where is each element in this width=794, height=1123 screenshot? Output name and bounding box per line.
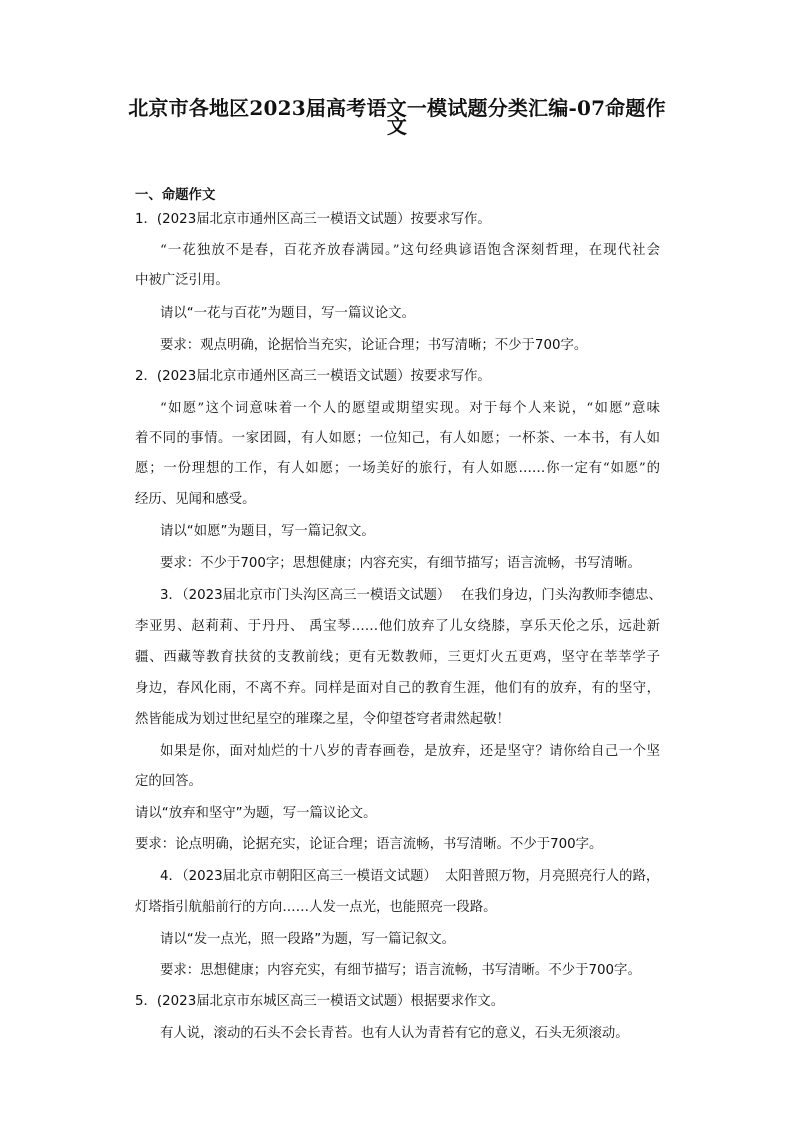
question-4-material-line-2: 灯塔指引航船前行的方向……人发一点光，也能照亮一段路。 — [135, 900, 497, 915]
question-5-source: 5．(2023届北京市东城区高三一模语文试题）根据要求作文。 — [135, 994, 505, 1009]
question-3-requirement: 要求：论点明确，论据充实，论证合理；语言流畅，书写清晰。不少于700字。 — [135, 837, 603, 852]
question-4-source: 4．（2023届北京市朝阳区高三一模语文试题） — [160, 869, 437, 884]
question-1-material-line-2: 中被广泛引用。 — [135, 273, 229, 288]
question-2-material-line-4: 经历、见闻和感受。 — [135, 492, 256, 507]
question-2-material-line-3: 愿；一份理想的工作，有人如愿；一场美好的旅行，有人如愿……你一定有“如愿”的 — [135, 461, 660, 476]
question-3-material-line-4: 身边，春风化雨，不离不弃。同样是面对自己的教育生涯，他们有的放弃，有的坚守， — [135, 681, 660, 696]
question-3-material-line-1: 在我们身边，门头沟教师李德忠、 — [461, 588, 662, 603]
question-2-material-line-1: “如愿”这个词意味着一个人的愿望或期望实现。对于每个人来说，“如愿”意味 — [160, 401, 660, 416]
question-2-source: 2．(2023届北京市通州区高三一模语文试题）按要求写作。 — [135, 369, 491, 384]
question-1-requirement: 要求：观点明确，论据恰当充实，论证合理；书写清晰；不少于700字。 — [160, 338, 588, 353]
question-3-source: 3．（2023届北京市门头沟区高三一模语文试题） — [160, 588, 451, 603]
question-2-material-line-2: 着不同的事情。一家团圆，有人如愿；一位知己，有人如愿；一杯茶、一本书，有人如 — [135, 431, 660, 446]
question-3-material-line-2: 李亚男、赵莉莉、于丹丹、 禹宝琴……他们放弃了儿女绕膝，享乐天伦之乐，远赴新 — [135, 619, 660, 634]
question-4-requirement: 要求：思想健康；内容充实，有细节描写；语言流畅，书写清晰。不少于700字。 — [160, 963, 641, 978]
question-3-material-line-5: 然皆能成为划过世纪星空的璀璨之星，令仰望苍穹者肃然起敬！ — [135, 712, 510, 727]
question-3-material-line-3: 疆、西藏等教育扶贫的支教前线；更有无数教师，三更灯火五更鸡，坚守在莘莘学子 — [135, 650, 660, 665]
question-3-material-line-7: 定的回答。 — [135, 774, 202, 789]
question-4-prompt: 请以“发一点光，照一段路”为题，写一篇记叙文。 — [160, 932, 456, 947]
question-3-prompt: 请以“放弃和坚守”为题，写一篇议论文。 — [135, 806, 377, 821]
question-2-prompt: 请以“如愿”为题目，写一篇记叙文。 — [160, 524, 375, 539]
document-title-line-1: 北京市各地区2023届高考语文一模试题分类汇编-07命题作 — [128, 96, 666, 120]
section-heading: 一、命题作文 — [135, 188, 216, 203]
question-3-material-line-6: 如果是你，面对灿烂的十八岁的青春画卷，是放弃，还是坚守？请你给自己一个坚 — [160, 744, 660, 759]
question-1-prompt: 请以“一花与百花”为题目，写一篇议论文。 — [160, 306, 415, 321]
document-title-line-2: 文 — [386, 114, 408, 138]
question-2-requirement: 要求：不少于700字；思想健康；内容充实，有细节描写；语言流畅，书写清晰。 — [160, 556, 641, 571]
question-4-material-line-1: 太阳普照万物，月亮照亮行人的路， — [445, 869, 660, 884]
question-1-material-line-1: “一花独放不是春，百花齐放春满园。”这句经典谚语饱含深刻哲理，在现代社会 — [160, 243, 660, 258]
question-5-material-line-1: 有人说，滚动的石头不会长青苔。也有人认为青苔有它的意义，石头无须滚动。 — [160, 1026, 629, 1041]
question-1-source: 1．(2023届北京市通州区高三一模语文试题）按要求写作。 — [135, 212, 491, 227]
